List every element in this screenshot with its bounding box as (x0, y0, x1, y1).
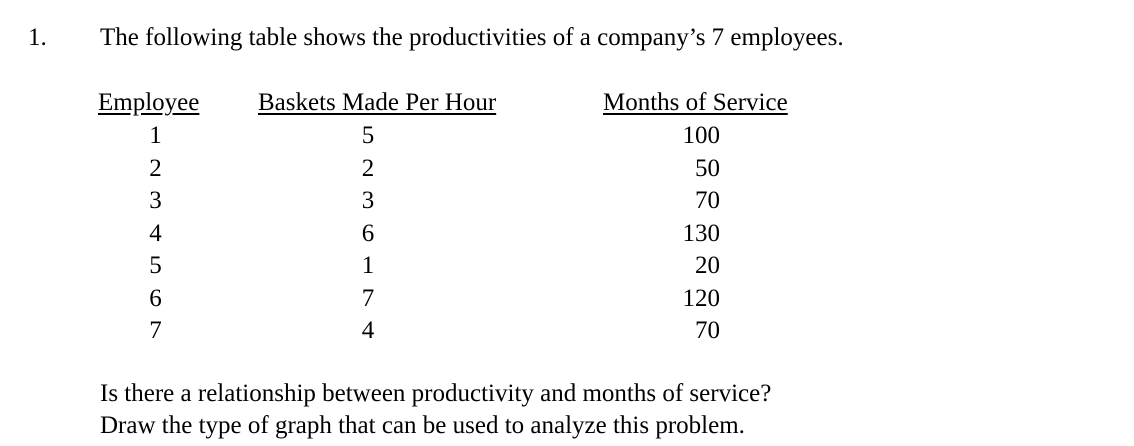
months-cell: 50 (695, 154, 720, 182)
baskets-cell: 6 (361, 219, 375, 247)
baskets-cell: 3 (361, 187, 375, 214)
baskets-column (320, 120, 416, 348)
months-cell: 70 (695, 317, 720, 344)
baskets-cell: 7 (361, 284, 375, 312)
graph-instruction: Draw the type of graph that can be used to analyze this problem. (100, 412, 745, 439)
relationship-question: Is there a relationship between productivity and months of service? (100, 380, 772, 407)
months-cell: 120 (682, 284, 720, 312)
months-cell: 20 (695, 252, 720, 279)
employee-cell: 6 (149, 284, 162, 312)
employee-cell: 4 (149, 219, 162, 247)
employee-cell: 2 (149, 154, 162, 182)
employee-column (98, 120, 213, 348)
header-months: Months of Service (603, 89, 788, 116)
question-prompt: The following table shows the productivities of a company’s 7 employees. (100, 24, 844, 51)
months-cell: 70 (695, 187, 720, 214)
employee-cell: 5 (149, 252, 162, 279)
baskets-cell: 4 (361, 317, 375, 344)
question-number: 1. (28, 24, 47, 51)
baskets-cell: 1 (361, 252, 375, 279)
months-cell: 130 (682, 219, 720, 247)
header-baskets: Baskets Made Per Hour (258, 89, 497, 116)
baskets-cell: 2 (361, 154, 375, 182)
header-employee: Employee (98, 89, 200, 116)
employee-cell: 1 (149, 122, 162, 149)
months-cell: 100 (682, 122, 720, 149)
months-column (660, 120, 720, 348)
employee-cell: 3 (149, 187, 162, 214)
employee-cell: 7 (149, 317, 162, 344)
baskets-cell: 5 (361, 122, 375, 149)
